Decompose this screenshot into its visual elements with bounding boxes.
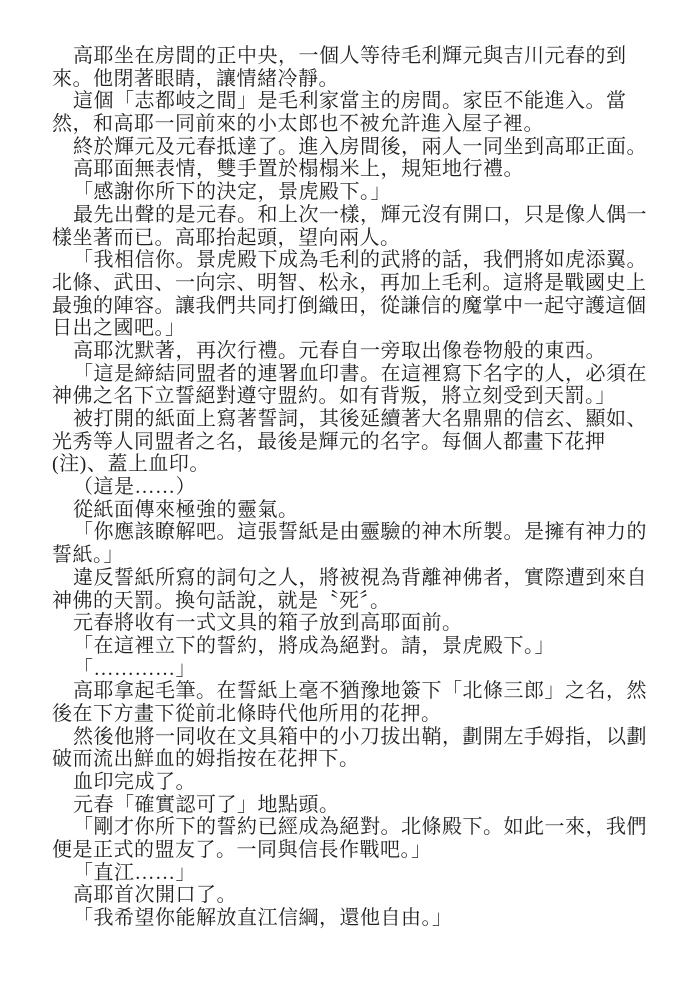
text-line: 「你應該瞭解吧。這張誓紙是由靈驗的神木所製。是擁有神力的 [73, 521, 647, 544]
text-line: 元春「確實認可了」地點頭。 [73, 793, 340, 816]
text-line: 「剛才你所下的誓約已經成為絕對。北條殿下。如此一來，我們 [73, 816, 647, 839]
text-line: 神佛的天罰。換句話說，就是〝死〞。 [52, 589, 391, 612]
text-line: 樣坐著而已。高耶抬起頭，望向兩人。 [52, 226, 401, 249]
text-line: 違反誓紙所寫的詞句之人，將被視為背離神佛者，實際遭到來自 [73, 566, 647, 589]
text-line: 神佛之名下立誓絕對遵守盟約。如有背叛，將立刻受到天罰。」 [52, 385, 616, 408]
text-line: 日出之國吧。」 [52, 317, 186, 340]
text-line: 然後他將一同收在文具箱中的小刀拔出鞘，劃開左手姆指，以劃 [73, 725, 647, 748]
text-line: 來。他閉著眼睛，讓情緒冷靜。 [52, 67, 339, 90]
text-line: 「感謝你所下的決定，景虎殿下。」 [73, 181, 391, 204]
text-line: 「在這裡立下的誓約，將成為絕對。請，景虎殿下。」 [73, 634, 555, 657]
text-line: 「這是締結同盟者的連署血印書。在這裡寫下名字的人，必須在 [73, 362, 647, 385]
text-line: 血印完成了。 [73, 771, 196, 793]
text-line: 「我相信你。景虎殿下成為毛利的武將的話，我們將如虎添翼。 [73, 249, 647, 272]
text-line: 這個「志都岐之間」是毛利家當主的房間。家臣不能進入。當 [73, 90, 627, 113]
text-line: 後在下方畫下從前北條時代他所用的花押。 [52, 702, 442, 725]
text-line: 高耶面無表情，雙手置於榻榻米上，規矩地行禮。 [73, 158, 524, 181]
text-line: （這是……） [73, 476, 196, 499]
text-line: 光秀等人同盟者之名，最後是輝元的名字。每個人都畫下花押 [52, 430, 606, 453]
text-line: 北條、武田、一向宗、明智、松永，再加上毛利。這將是戰國史上 [52, 271, 647, 294]
text-line: 「…………」 [73, 657, 196, 680]
text-line: 便是正式的盟友了。一同與信長作戰吧。」 [52, 839, 432, 862]
text-line: 「我希望你能解放直江信綱，還他自由。」 [73, 907, 453, 930]
text-line: 誓紙。」 [52, 544, 124, 567]
text-line: 元春將收有一式文具的箱子放到高耶面前。 [73, 612, 463, 635]
text-line: 終於輝元及元春抵達了。進入房間後，兩人一同坐到高耶正面。 [73, 135, 647, 158]
text-line: 高耶拿起毛筆。在誓紙上毫不猶豫地簽下「北條三郎」之名，然 [73, 680, 647, 703]
text-line: 最先出聲的是元春。和上次一樣，輝元沒有開口，只是像人偶一 [73, 203, 647, 226]
text-line: (注)、蓋上血印。 [52, 453, 210, 476]
page-text [52, 45, 667, 930]
text-line: 高耶首次開口了。 [73, 884, 237, 907]
text-line: 高耶坐在房間的正中央，一個人等待毛利輝元與吉川元春的到 [73, 45, 627, 67]
text-line: 然，和高耶一同前來的小太郎也不被允許進入屋子裡。 [52, 113, 544, 136]
text-line: 破而流出鮮血的姆指按在花押下。 [52, 748, 360, 771]
text-line: 「直江……」 [73, 861, 196, 884]
text-line: 從紙面傳來極強的靈氣。 [73, 498, 299, 521]
text-line: 被打開的紙面上寫著誓詞，其後延續著大名鼎鼎的信玄、顯如、 [73, 408, 647, 430]
text-line: 最強的陣容。讓我們共同打倒織田，從謙信的魔掌中一起守護這個 [52, 294, 647, 317]
text-line: 高耶沈默著，再次行禮。元春自一旁取出像卷物般的東西。 [73, 339, 606, 362]
